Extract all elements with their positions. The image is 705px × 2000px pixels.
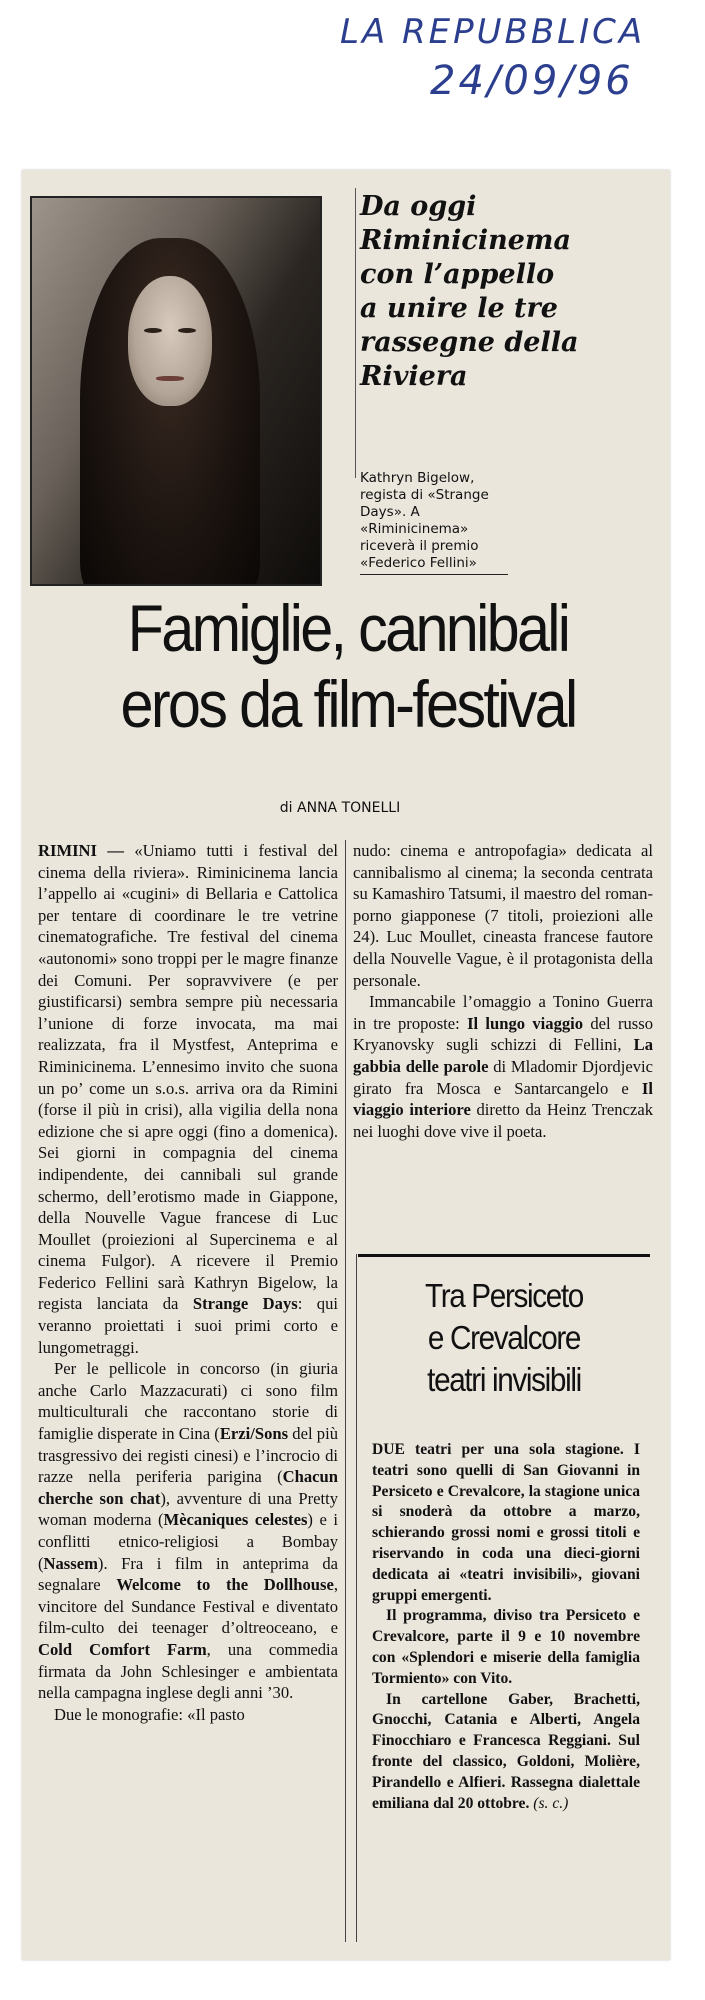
text-run: , una commedia firmata da John Schlesinger e ambientata nella campagna inglese degli anni ’30. <box>38 1639 338 1703</box>
article-paragraph <box>353 991 653 1142</box>
article-paragraph <box>38 1358 338 1704</box>
text-run: ), avventure di una Pretty woman moderna ( <box>38 1488 338 1530</box>
author-initials: (s. c.) <box>533 1794 569 1812</box>
box-article <box>372 1440 640 1814</box>
box-paragraph: Il programma, diviso tra Persiceto e Crevalcore, parte il 9 e 10 novembre con «Splendori e miserie della famiglia Tormiento» con Vito. <box>372 1607 640 1687</box>
kicker-rule <box>355 188 356 478</box>
film-title: Il lungo viaggio <box>467 1013 584 1033</box>
text-run: Per le pellicole in concorso (in giuria anche Carlo Mazzacurati) ci sono film multiculturali che raccontano storie di famiglie disperate in Cina ( <box>38 1359 338 1444</box>
box-headline: Tra Persiceto e Crevalcore teatri invisibili <box>425 1277 583 1398</box>
film-title: Strange Days <box>192 1294 298 1314</box>
text-run: diretto da Heinz Trenczak nei luoghi dove vive il poeta. <box>353 1100 653 1141</box>
text-run: «Uniamo tutti i festival del cinema della riviera». Riminicinema lancia l’appello ai «cugini» di Bellaria e Cattolica per tentare di coordinare le tre vetrine cinematografiche. Tre festival del cinema «autonomi» sono troppi per le magre finanze dei Comuni. Per sopravvivere (e per giustificarsi) sembra sempre più necessaria l’unione di forze invocata, ma mai realizzata, fra il Mystfest, Anteprima e Riminicinema. L’ennesimo invito che suona un po’ come un s.o.s. arriva ora da Rimini (forse il più in crisi), alla vigilia della nona edizione che si apre oggi (fino a domenica). Sei giorni in compagnia del cinema indipendente, dei cannibali sul grande schermo, dell’erotismo made in Giappone, della Nouvelle Vague francese di Luc Moullet (proiezioni al Supercinema e al cinema Fulgor). A ricevere il Premio Federico Fellini sarà Kathryn Bigelow, la regista lanciata da <box>38 841 338 1314</box>
text-run: ). Fra i film in anteprima da segnalare <box>38 1553 338 1595</box>
text-run: : qui veranno proiettati i suoi primi corto e lungometraggi. <box>38 1294 338 1357</box>
box-paragraph: DUE teatri per una sola stagione. I teatri sono quelli di San Giovanni in Persiceto e Crevalcore, la stagione unica si snoderà da ottobre a marzo, schierando grossi nomi e grossi titoli e riservando in coda una dieci-giorni dedicata ai «teatri invisibili», giovani gruppi emergenti. <box>372 1441 640 1604</box>
photo-eye-right <box>178 328 196 333</box>
film-title: Cold Comfort Farm <box>38 1639 207 1659</box>
caption-rule <box>360 574 508 575</box>
film-title: Nassem <box>43 1553 98 1573</box>
box-top-rule <box>358 1254 650 1257</box>
dateline: RIMINI — <box>38 841 135 860</box>
box-paragraph <box>372 1690 640 1815</box>
column-divider <box>345 840 346 1942</box>
film-title: Erzi/Sons <box>219 1424 289 1444</box>
text-run: In cartellone Gaber, Brachetti, Gnocchi, Catania e Alberti, Angela Finocchiaro e Francesca Reggiani. Sul fronte del classico, Goldoni, Molière, Pirandello e Alfieri. Rassegna dialettale emiliana dal 20 ottobre. <box>372 1690 640 1812</box>
photo-kathryn-bigelow <box>30 196 322 586</box>
film-title: La gabbia delle parole <box>353 1035 653 1076</box>
box-side-rule <box>356 1254 357 1942</box>
film-title: Chacun cherche son chat <box>38 1467 338 1508</box>
text-run: ) e i conflitti etnico-religiosi a Bombay ( <box>38 1510 338 1573</box>
text-run: di Mladomir Djordjevic girato fra Mosca e Santarcangelo e <box>353 1056 653 1098</box>
text-run: Immancabile l’omaggio a Tonino Guerra in tre proposte: <box>353 992 653 1033</box>
kicker-text: Da oggi Riminicinema con l’appello a unire le tre rassegne della Riviera <box>360 191 579 392</box>
photo-face <box>128 276 212 406</box>
headline: Famiglie, cannibali eros da film-festival <box>120 591 576 741</box>
photo-eye-left <box>144 328 162 333</box>
text-run: del più trasgressivo dei registi cinesi) e l’incrocio di razze nella periferia parigina ( <box>38 1424 338 1487</box>
text-run: del russo Kryanovsky sugli schizzi di Fellini, <box>353 1013 653 1055</box>
article-paragraph <box>38 840 338 1358</box>
film-title: Mècaniques celestes <box>163 1510 308 1530</box>
film-title: Il viaggio interiore <box>353 1078 653 1120</box>
handwritten-publication: LA REPUBBLICA <box>340 12 646 52</box>
article-column-2 <box>353 840 653 1142</box>
handwritten-date: 24/09/96 <box>430 58 634 104</box>
text-run: , vincitore del Sundance Festival e diventato film-culto dei teenager d’oltreoceano, e <box>38 1575 339 1638</box>
article-paragraph: nudo: cinema e antropofagia» dedicata al cannibalismo al cinema; la seconda centrata su Kamashiro Tatsumi, il maestro del roman-porno giapponese (7 titoli, proiezioni alle 24). Luc Moullet, cineasta francese fautore della Nouvelle Vague, è il protagonista della personale. <box>353 841 653 990</box>
byline: di ANNA TONELLI <box>279 800 401 816</box>
article-paragraph: Due le monografie: «Il pasto <box>54 1704 245 1724</box>
photo-mouth <box>156 376 184 381</box>
article-column-1 <box>38 840 338 1725</box>
photo-caption: Kathryn Bigelow, regista di «Strange Days». A «Riminicinema» riceverà il premio «Federico Fellini» <box>360 470 489 571</box>
film-title: Welcome to the Dollhouse <box>116 1575 334 1595</box>
